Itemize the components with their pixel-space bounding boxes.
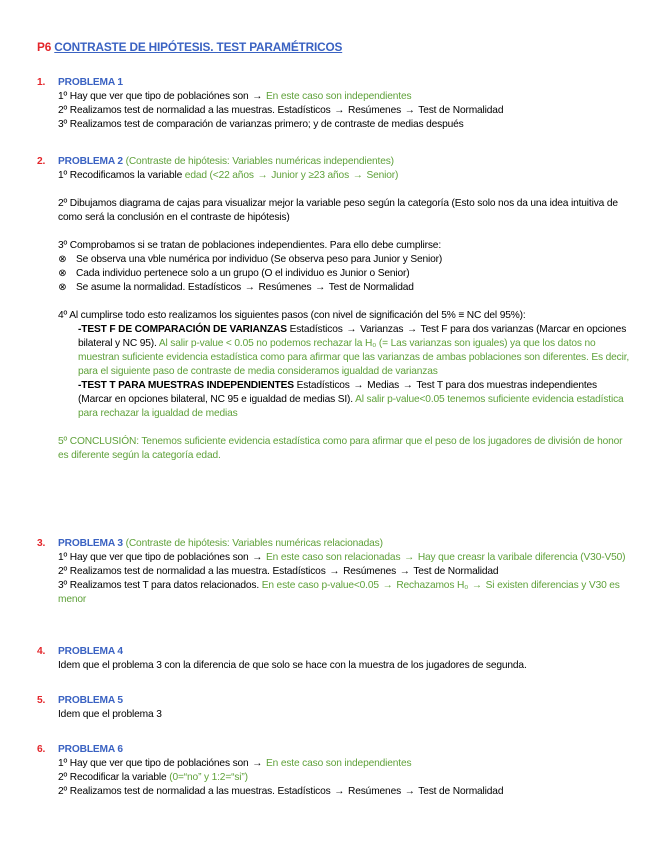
arrow-icon: →: [244, 282, 255, 293]
step-line: 2º Recodificar la variable (0=“no” y 1:2=“si”): [58, 772, 248, 783]
problem-body: [58, 169, 631, 253]
problem-label: PROBLEMA 5: [58, 695, 123, 706]
circled-x-icon: ⊗: [58, 282, 67, 293]
problem-body: [58, 309, 631, 463]
problem-number: 6.: [37, 744, 46, 755]
arrow-icon: →: [346, 324, 357, 335]
problem-label: PROBLEMA 3: [58, 538, 123, 549]
problem-label: PROBLEMA 6: [58, 744, 123, 755]
step-line: 3º Comprobamos si se tratan de poblaciones independientes. Para ello debe cumplirse:: [58, 240, 442, 251]
problem-subtitle: (Contraste de hipótesis: Variables numéricas independientes): [125, 156, 394, 167]
problem-body: [58, 708, 631, 722]
arrow-icon: →: [252, 758, 263, 769]
problem-1: [37, 76, 631, 132]
arrow-icon: →: [382, 580, 393, 591]
bullet-item: ⊗ Cada individuo pertenece solo a un grupo (O el individuo es Junior o Senior): [58, 268, 410, 279]
step-line: 1º Hay que ver que tipo de poblaciónes son → En este caso son independientes: [58, 91, 412, 102]
arrow-icon: →: [329, 566, 340, 577]
step-line: 4º Al cumplirse todo esto realizamos los siguientes pasos (con nivel de significación del 5% ≡ NC del 95%):: [58, 310, 526, 321]
problem-label: PROBLEMA 1: [58, 77, 123, 88]
step-line: 2º Realizamos test de normalidad a las muestras. Estadísticos → Resúmenes → Test de Normalidad: [58, 105, 504, 116]
problem-label: PROBLEMA 4: [58, 646, 123, 657]
arrow-icon: →: [402, 380, 413, 391]
title-text: CONTRASTE DE HIPÓTESIS. TEST PARAMÉTRICOS: [54, 40, 343, 54]
arrow-icon: →: [334, 105, 345, 116]
problem-number: 4.: [37, 646, 46, 657]
arrow-icon: →: [407, 324, 418, 335]
problem-heading: [37, 155, 631, 169]
arrow-icon: →: [399, 566, 410, 577]
arrow-icon: →: [334, 786, 345, 797]
problem-heading: [37, 76, 631, 90]
problem-number: 3.: [37, 538, 46, 549]
problem-2: [37, 155, 631, 463]
problem-3: [37, 537, 631, 607]
page-title: [37, 40, 342, 54]
step-line: Idem que el problema 3: [58, 709, 162, 720]
title-code: P6: [37, 40, 52, 54]
step-line: 3º Realizamos test de comparación de varianzas primero; y de contraste de medias después: [58, 119, 464, 130]
problem-body: [58, 90, 631, 132]
problem-label: PROBLEMA 2: [58, 156, 123, 167]
arrow-icon: →: [315, 282, 326, 293]
problem-heading: [37, 694, 631, 708]
step-line: 2º Realizamos test de normalidad a las muestra. Estadísticos → Resúmenes → Test de Normalidad: [58, 566, 499, 577]
problem-4: [37, 645, 631, 673]
problem-subtitle: (Contraste de hipótesis: Variables numéricas relacionadas): [125, 538, 383, 549]
step-line: 1º Hay que ver que tipo de poblaciónes son → En este caso son independientes: [58, 758, 412, 769]
arrow-icon: →: [352, 170, 363, 181]
problem-heading: [37, 537, 631, 551]
step-line: 1º Recodificamos la variable edad (<22 años → Junior y ≥23 años → Senior): [58, 170, 399, 181]
bullet-item: ⊗ Se observa una vble numérica por individuo (Se observa peso para Junior y Senior): [58, 254, 443, 265]
problem-5: [37, 694, 631, 722]
problem-body: [58, 551, 631, 607]
step-line: 2º Realizamos test de normalidad a las muestras. Estadísticos → Resúmenes → Test de Normalidad: [58, 786, 504, 797]
step-line: 3º Realizamos test T para datos relacionados. En este caso p-value<0.05 → Rechazamos H₀ → Si existen diferencias y V30 es menor: [58, 580, 620, 605]
f-test-paragraph: -TEST F DE COMPARACIÓN DE VARIANZAS Estadísticos → Varianzas → Test F para dos varianzas (Marcar en opciones bilateral y NC 95). Al salir p-value < 0.05 no podemos rechazar la H₀ (= Las varianzas son iguales) ya que los datos no muestran suficiente evidencia estadística como para afirmar que las varianzas de ambas poblaciones son diferentes. Es decir, para el siguiente paso de contraste de media consideramos igualdad de varianzas: [78, 324, 630, 377]
problem-number: 1.: [37, 77, 46, 88]
arrow-icon: →: [471, 580, 482, 591]
circled-x-icon: ⊗: [58, 254, 67, 265]
problem-number: 2.: [37, 156, 46, 167]
problem-heading: [37, 645, 631, 659]
arrow-icon: →: [404, 105, 415, 116]
arrow-icon: →: [257, 170, 268, 181]
arrow-icon: →: [353, 380, 364, 391]
step-paragraph: 2º Dibujamos diagrama de cajas para visualizar mejor la variable peso según la categoría (Esto solo nos da una idea intuitiva de como será la conclusión en el contraste de hipótesis): [58, 198, 618, 223]
problem-6: [37, 743, 631, 799]
t-test-paragraph: -TEST T PARA MUESTRAS INDEPENDIENTES Estadísticos → Medias → Test T para dos muestras independientes (Marcar en opciones bilateral, NC 95 e igualdad de medias SI). Al salir p-value<0.05 tenemos suficiente evidencia estadística para rechazar la igualdad de medias: [78, 380, 624, 419]
arrow-icon: →: [252, 552, 263, 563]
arrow-icon: →: [404, 786, 415, 797]
circled-x-icon: ⊗: [58, 268, 67, 279]
problem-body: [58, 757, 631, 799]
step-line: Idem que el problema 3 con la diferencia de que solo se hace con la muestra de los jugadores de segunda.: [58, 660, 527, 671]
conclusion: 5º CONCLUSIÓN: Tenemos suficiente evidencia estadística como para afirmar que el peso de los jugadores de división de honor es diferente según la categoría edad.: [58, 436, 623, 461]
problem-number: 5.: [37, 695, 46, 706]
step-line: 1º Hay que ver que tipo de poblaciónes son → En este caso son relacionadas → Hay que creasr la varibale diferencia (V30-V50): [58, 552, 626, 563]
arrow-icon: →: [252, 91, 263, 102]
problem-body: [58, 659, 631, 673]
problem-heading: [37, 743, 631, 757]
arrow-icon: →: [404, 552, 415, 563]
bullet-item: ⊗ Se asume la normalidad. Estadísticos → Resúmenes → Test de Normalidad: [58, 282, 414, 293]
